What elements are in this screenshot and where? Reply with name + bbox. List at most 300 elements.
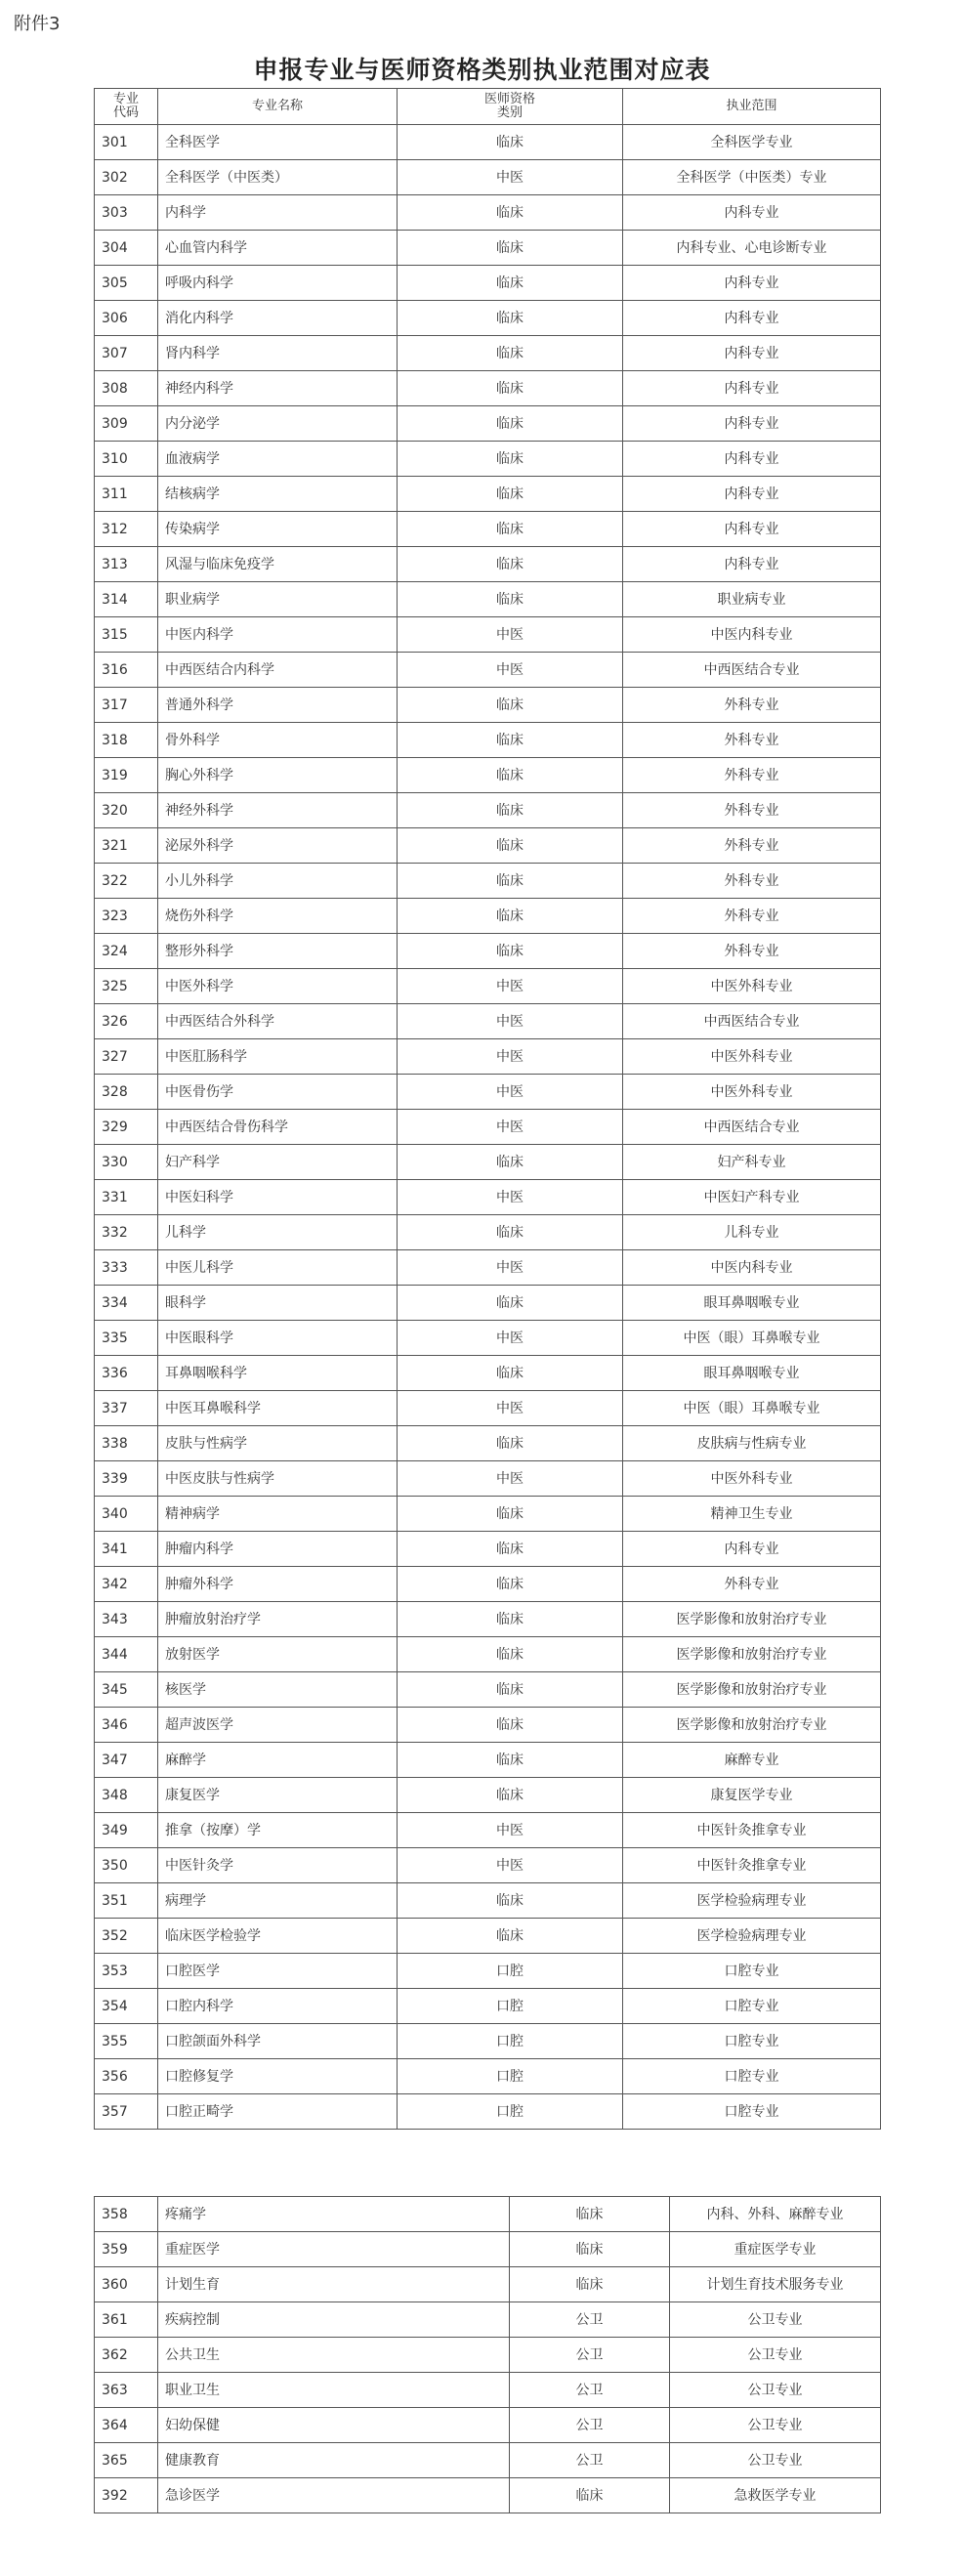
cell-code: 319 (95, 758, 158, 793)
table-row (95, 1813, 881, 1848)
cell-scope: 外科专业 (623, 864, 881, 899)
cell-name: 口腔修复学 (158, 2059, 398, 2094)
cell-category: 临床 (398, 1145, 623, 1180)
header-name: 专业名称 (158, 89, 398, 125)
table-row (95, 1110, 881, 1145)
cell-name: 麻醉学 (158, 1743, 398, 1778)
cell-category: 公卫 (510, 2373, 670, 2408)
cell-name: 中医外科学 (158, 969, 398, 1004)
cell-name: 临床医学检验学 (158, 1919, 398, 1954)
cell-category: 临床 (398, 1356, 623, 1391)
cell-name: 骨外科学 (158, 723, 398, 758)
cell-scope: 中医外科专业 (623, 1461, 881, 1497)
cell-name: 疼痛学 (158, 2197, 510, 2232)
cell-name: 口腔正畸学 (158, 2094, 398, 2130)
cell-category: 中医 (398, 969, 623, 1004)
cell-category: 临床 (398, 758, 623, 793)
cell-code: 327 (95, 1039, 158, 1075)
cell-name: 中西医结合骨伤科学 (158, 1110, 398, 1145)
cell-name: 小儿外科学 (158, 864, 398, 899)
cell-scope: 外科专业 (623, 934, 881, 969)
cell-category: 临床 (398, 899, 623, 934)
cell-scope: 外科专业 (623, 723, 881, 758)
table-row (95, 1989, 881, 2024)
cell-category: 中医 (398, 1391, 623, 1426)
cell-category: 中医 (398, 1250, 623, 1286)
cell-category: 中医 (398, 160, 623, 195)
table-row (95, 793, 881, 828)
cell-scope: 医学检验病理专业 (623, 1883, 881, 1919)
cell-category: 临床 (398, 477, 623, 512)
table-row (95, 442, 881, 477)
cell-name: 中西医结合外科学 (158, 1004, 398, 1039)
cell-category: 临床 (398, 231, 623, 266)
cell-category: 公卫 (510, 2408, 670, 2443)
cell-code: 365 (95, 2443, 158, 2478)
cell-scope: 外科专业 (623, 1567, 881, 1602)
cell-scope: 医学影像和放射治疗专业 (623, 1708, 881, 1743)
table-row (95, 2478, 881, 2513)
page-title: 申报专业与医师资格类别执业范围对应表 (253, 56, 711, 84)
table-row (95, 1848, 881, 1883)
table-row (95, 828, 881, 864)
cell-category: 临床 (398, 301, 623, 336)
cell-code: 301 (95, 125, 158, 160)
cell-category: 中医 (398, 1813, 623, 1848)
cell-code: 321 (95, 828, 158, 864)
cell-category: 临床 (398, 793, 623, 828)
table-row (95, 195, 881, 231)
cell-scope: 医学检验病理专业 (623, 1919, 881, 1954)
cell-scope: 外科专业 (623, 758, 881, 793)
cell-name: 内科学 (158, 195, 398, 231)
table-row (95, 1286, 881, 1321)
cell-scope: 公卫专业 (670, 2302, 881, 2338)
cell-code: 324 (95, 934, 158, 969)
cell-code: 337 (95, 1391, 158, 1426)
cell-scope: 精神卫生专业 (623, 1497, 881, 1532)
cell-scope: 内科专业 (623, 371, 881, 406)
cell-name: 妇产科学 (158, 1145, 398, 1180)
cell-code: 364 (95, 2408, 158, 2443)
cell-scope: 皮肤病与性病专业 (623, 1426, 881, 1461)
cell-scope: 中西医结合专业 (623, 653, 881, 688)
cell-code: 335 (95, 1321, 158, 1356)
table-row (95, 1391, 881, 1426)
cell-code: 340 (95, 1497, 158, 1532)
cell-name: 胸心外科学 (158, 758, 398, 793)
table-row (95, 2024, 881, 2059)
cell-category: 临床 (398, 547, 623, 582)
cell-category: 临床 (398, 1708, 623, 1743)
cell-category: 临床 (398, 864, 623, 899)
table-row (95, 688, 881, 723)
table-row (95, 336, 881, 371)
cell-category: 临床 (398, 406, 623, 442)
table-row (95, 1145, 881, 1180)
cell-code: 309 (95, 406, 158, 442)
table-row (95, 2267, 881, 2302)
cell-code: 302 (95, 160, 158, 195)
cell-name: 眼科学 (158, 1286, 398, 1321)
table-row (95, 617, 881, 653)
cell-name: 全科医学（中医类） (158, 160, 398, 195)
cell-category: 口腔 (398, 2094, 623, 2130)
table-row (95, 1883, 881, 1919)
table-row (95, 1708, 881, 1743)
table-row (95, 477, 881, 512)
cell-code: 330 (95, 1145, 158, 1180)
cell-scope: 中医妇产科专业 (623, 1180, 881, 1215)
cell-code: 338 (95, 1426, 158, 1461)
cell-name: 核医学 (158, 1672, 398, 1708)
cell-code: 314 (95, 582, 158, 617)
cell-code: 316 (95, 653, 158, 688)
cell-category: 临床 (398, 1919, 623, 1954)
cell-name: 儿科学 (158, 1215, 398, 1250)
cell-scope: 内科专业 (623, 1532, 881, 1567)
table-row (95, 2338, 881, 2373)
cell-name: 中医内科学 (158, 617, 398, 653)
cell-code: 312 (95, 512, 158, 547)
cell-name: 病理学 (158, 1883, 398, 1919)
cell-scope: 外科专业 (623, 793, 881, 828)
cell-name: 健康教育 (158, 2443, 510, 2478)
cell-name: 职业病学 (158, 582, 398, 617)
attachment-label: 附件3 (14, 14, 61, 34)
table-header-row (95, 89, 881, 125)
table-row (95, 1637, 881, 1672)
cell-name: 中医针灸学 (158, 1848, 398, 1883)
table-row (95, 1426, 881, 1461)
cell-name: 精神病学 (158, 1497, 398, 1532)
cell-code: 328 (95, 1075, 158, 1110)
cell-scope: 公卫专业 (670, 2373, 881, 2408)
cell-scope: 外科专业 (623, 899, 881, 934)
cell-scope: 麻醉专业 (623, 1743, 881, 1778)
cell-category: 临床 (398, 371, 623, 406)
cell-code: 317 (95, 688, 158, 723)
cell-scope: 中医针灸推拿专业 (623, 1848, 881, 1883)
table-row (95, 1215, 881, 1250)
cell-scope: 中医外科专业 (623, 1075, 881, 1110)
cell-name: 整形外科学 (158, 934, 398, 969)
table-row (95, 1075, 881, 1110)
cell-name: 内分泌学 (158, 406, 398, 442)
cell-code: 315 (95, 617, 158, 653)
cell-category: 临床 (398, 125, 623, 160)
cell-code: 361 (95, 2302, 158, 2338)
cell-name: 口腔内科学 (158, 1989, 398, 2024)
cell-code: 348 (95, 1778, 158, 1813)
table-row (95, 2232, 881, 2267)
cell-code: 344 (95, 1637, 158, 1672)
table-row (95, 723, 881, 758)
cell-scope: 中医（眼）耳鼻喉专业 (623, 1321, 881, 1356)
cell-name: 放射医学 (158, 1637, 398, 1672)
table-row (95, 512, 881, 547)
table-row (95, 934, 881, 969)
cell-scope: 口腔专业 (623, 1954, 881, 1989)
cell-category: 临床 (398, 1672, 623, 1708)
cell-code: 355 (95, 2024, 158, 2059)
cell-name: 消化内科学 (158, 301, 398, 336)
cell-category: 中医 (398, 1461, 623, 1497)
cell-name: 康复医学 (158, 1778, 398, 1813)
table-row (95, 1743, 881, 1778)
cell-category: 口腔 (398, 2059, 623, 2094)
cell-scope: 中医针灸推拿专业 (623, 1813, 881, 1848)
cell-code: 322 (95, 864, 158, 899)
cell-name: 计划生育 (158, 2267, 510, 2302)
cell-code: 307 (95, 336, 158, 371)
cell-scope: 外科专业 (623, 828, 881, 864)
cell-category: 临床 (510, 2478, 670, 2513)
cell-code: 310 (95, 442, 158, 477)
cell-category: 公卫 (510, 2302, 670, 2338)
cell-code: 339 (95, 1461, 158, 1497)
cell-scope: 口腔专业 (623, 2094, 881, 2130)
table-row (95, 266, 881, 301)
cell-code: 362 (95, 2338, 158, 2373)
cell-name: 肿瘤外科学 (158, 1567, 398, 1602)
cell-name: 疾病控制 (158, 2302, 510, 2338)
cell-code: 306 (95, 301, 158, 336)
cell-category: 口腔 (398, 2024, 623, 2059)
cell-category: 临床 (398, 512, 623, 547)
cell-code: 303 (95, 195, 158, 231)
cell-scope: 中西医结合专业 (623, 1110, 881, 1145)
cell-scope: 内科专业 (623, 442, 881, 477)
cell-code: 313 (95, 547, 158, 582)
supplementary-table (94, 2196, 881, 2513)
cell-scope: 眼耳鼻咽喉专业 (623, 1286, 881, 1321)
cell-category: 口腔 (398, 1954, 623, 1989)
cell-name: 皮肤与性病学 (158, 1426, 398, 1461)
cell-category: 口腔 (398, 1989, 623, 2024)
table-row (95, 2302, 881, 2338)
cell-code: 308 (95, 371, 158, 406)
cell-code: 343 (95, 1602, 158, 1637)
cell-category: 临床 (510, 2232, 670, 2267)
cell-category: 中医 (398, 1075, 623, 1110)
cell-category: 临床 (398, 266, 623, 301)
cell-name: 公共卫生 (158, 2338, 510, 2373)
cell-scope: 口腔专业 (623, 2024, 881, 2059)
cell-scope: 重症医学专业 (670, 2232, 881, 2267)
cell-name: 泌尿外科学 (158, 828, 398, 864)
cell-category: 中医 (398, 1004, 623, 1039)
cell-name: 肿瘤放射治疗学 (158, 1602, 398, 1637)
table-row (95, 301, 881, 336)
cell-code: 353 (95, 1954, 158, 1989)
table-row (95, 1567, 881, 1602)
cell-category: 临床 (510, 2197, 670, 2232)
cell-category: 公卫 (510, 2338, 670, 2373)
table-row (95, 547, 881, 582)
cell-category: 临床 (398, 934, 623, 969)
cell-scope: 中医外科专业 (623, 1039, 881, 1075)
table-row (95, 1672, 881, 1708)
table-row (95, 1180, 881, 1215)
cell-code: 350 (95, 1848, 158, 1883)
cell-code: 363 (95, 2373, 158, 2408)
cell-code: 360 (95, 2267, 158, 2302)
cell-name: 职业卫生 (158, 2373, 510, 2408)
table-row (95, 371, 881, 406)
cell-code: 304 (95, 231, 158, 266)
cell-code: 392 (95, 2478, 158, 2513)
cell-code: 336 (95, 1356, 158, 1391)
cell-scope: 全科医学（中医类）专业 (623, 160, 881, 195)
cell-category: 临床 (398, 1286, 623, 1321)
table-row (95, 1602, 881, 1637)
cell-category: 临床 (398, 1497, 623, 1532)
cell-name: 耳鼻咽喉科学 (158, 1356, 398, 1391)
table-row (95, 406, 881, 442)
table-row (95, 2197, 881, 2232)
cell-code: 358 (95, 2197, 158, 2232)
table-row (95, 125, 881, 160)
cell-category: 临床 (398, 723, 623, 758)
table-row (95, 2094, 881, 2130)
cell-scope: 公卫专业 (670, 2338, 881, 2373)
header-category: 医师资格类别 (398, 89, 623, 125)
table-row (95, 2059, 881, 2094)
table-row (95, 582, 881, 617)
table-row (95, 1039, 881, 1075)
cell-code: 311 (95, 477, 158, 512)
cell-category: 临床 (398, 1778, 623, 1813)
cell-code: 345 (95, 1672, 158, 1708)
cell-code: 356 (95, 2059, 158, 2094)
cell-name: 口腔颌面外科学 (158, 2024, 398, 2059)
cell-category: 临床 (398, 828, 623, 864)
cell-scope: 内科专业、心电诊断专业 (623, 231, 881, 266)
cell-scope: 外科专业 (623, 688, 881, 723)
table-row (95, 2373, 881, 2408)
cell-code: 349 (95, 1813, 158, 1848)
cell-scope: 职业病专业 (623, 582, 881, 617)
cell-name: 神经外科学 (158, 793, 398, 828)
cell-scope: 妇产科专业 (623, 1145, 881, 1180)
cell-scope: 内科专业 (623, 195, 881, 231)
cell-code: 346 (95, 1708, 158, 1743)
cell-scope: 儿科专业 (623, 1215, 881, 1250)
cell-category: 中医 (398, 1180, 623, 1215)
cell-name: 心血管内科学 (158, 231, 398, 266)
table-row (95, 1004, 881, 1039)
cell-scope: 全科医学专业 (623, 125, 881, 160)
cell-scope: 中医内科专业 (623, 617, 881, 653)
cell-scope: 医学影像和放射治疗专业 (623, 1672, 881, 1708)
table-row (95, 1919, 881, 1954)
header-code: 专业代码 (95, 89, 158, 125)
cell-code: 347 (95, 1743, 158, 1778)
cell-category: 中医 (398, 1039, 623, 1075)
cell-name: 中医肛肠科学 (158, 1039, 398, 1075)
cell-name: 结核病学 (158, 477, 398, 512)
cell-category: 临床 (398, 195, 623, 231)
cell-name: 急诊医学 (158, 2478, 510, 2513)
cell-category: 临床 (398, 1567, 623, 1602)
cell-code: 341 (95, 1532, 158, 1567)
table-row (95, 969, 881, 1004)
cell-category: 中医 (398, 653, 623, 688)
cell-scope: 口腔专业 (623, 2059, 881, 2094)
table-row (95, 1356, 881, 1391)
cell-scope: 中医内科专业 (623, 1250, 881, 1286)
cell-category: 中医 (398, 617, 623, 653)
header-scope: 执业范围 (623, 89, 881, 125)
cell-name: 超声波医学 (158, 1708, 398, 1743)
cell-category: 临床 (510, 2267, 670, 2302)
cell-scope: 眼耳鼻咽喉专业 (623, 1356, 881, 1391)
cell-category: 临床 (398, 1215, 623, 1250)
cell-category: 公卫 (510, 2443, 670, 2478)
cell-scope: 口腔专业 (623, 1989, 881, 2024)
cell-category: 临床 (398, 1602, 623, 1637)
cell-name: 中医眼科学 (158, 1321, 398, 1356)
cell-name: 风湿与临床免疫学 (158, 547, 398, 582)
table-row (95, 1250, 881, 1286)
table-row (95, 2443, 881, 2478)
cell-scope: 内科专业 (623, 477, 881, 512)
cell-name: 烧伤外科学 (158, 899, 398, 934)
cell-code: 352 (95, 1919, 158, 1954)
table-row (95, 2408, 881, 2443)
cell-name: 中医耳鼻喉科学 (158, 1391, 398, 1426)
cell-category: 中医 (398, 1321, 623, 1356)
cell-scope: 内科、外科、麻醉专业 (670, 2197, 881, 2232)
cell-category: 临床 (398, 442, 623, 477)
table-row (95, 1497, 881, 1532)
cell-name: 中西医结合内科学 (158, 653, 398, 688)
cell-name: 传染病学 (158, 512, 398, 547)
cell-code: 333 (95, 1250, 158, 1286)
cell-name: 呼吸内科学 (158, 266, 398, 301)
cell-code: 320 (95, 793, 158, 828)
cell-code: 342 (95, 1567, 158, 1602)
cell-scope: 医学影像和放射治疗专业 (623, 1602, 881, 1637)
cell-name: 全科医学 (158, 125, 398, 160)
cell-category: 临床 (398, 1637, 623, 1672)
cell-code: 325 (95, 969, 158, 1004)
table-row (95, 899, 881, 934)
cell-name: 肿瘤内科学 (158, 1532, 398, 1567)
cell-name: 中医皮肤与性病学 (158, 1461, 398, 1497)
table-row (95, 231, 881, 266)
cell-code: 332 (95, 1215, 158, 1250)
cell-code: 326 (95, 1004, 158, 1039)
cell-name: 妇幼保健 (158, 2408, 510, 2443)
cell-code: 323 (95, 899, 158, 934)
cell-scope: 内科专业 (623, 336, 881, 371)
cell-category: 临床 (398, 1883, 623, 1919)
cell-code: 359 (95, 2232, 158, 2267)
cell-scope: 内科专业 (623, 512, 881, 547)
cell-name: 肾内科学 (158, 336, 398, 371)
table-row (95, 1778, 881, 1813)
cell-name: 重症医学 (158, 2232, 510, 2267)
cell-code: 351 (95, 1883, 158, 1919)
cell-name: 神经内科学 (158, 371, 398, 406)
cell-category: 中医 (398, 1848, 623, 1883)
cell-scope: 内科专业 (623, 406, 881, 442)
cell-code: 357 (95, 2094, 158, 2130)
cell-name: 普通外科学 (158, 688, 398, 723)
cell-name: 中医妇科学 (158, 1180, 398, 1215)
